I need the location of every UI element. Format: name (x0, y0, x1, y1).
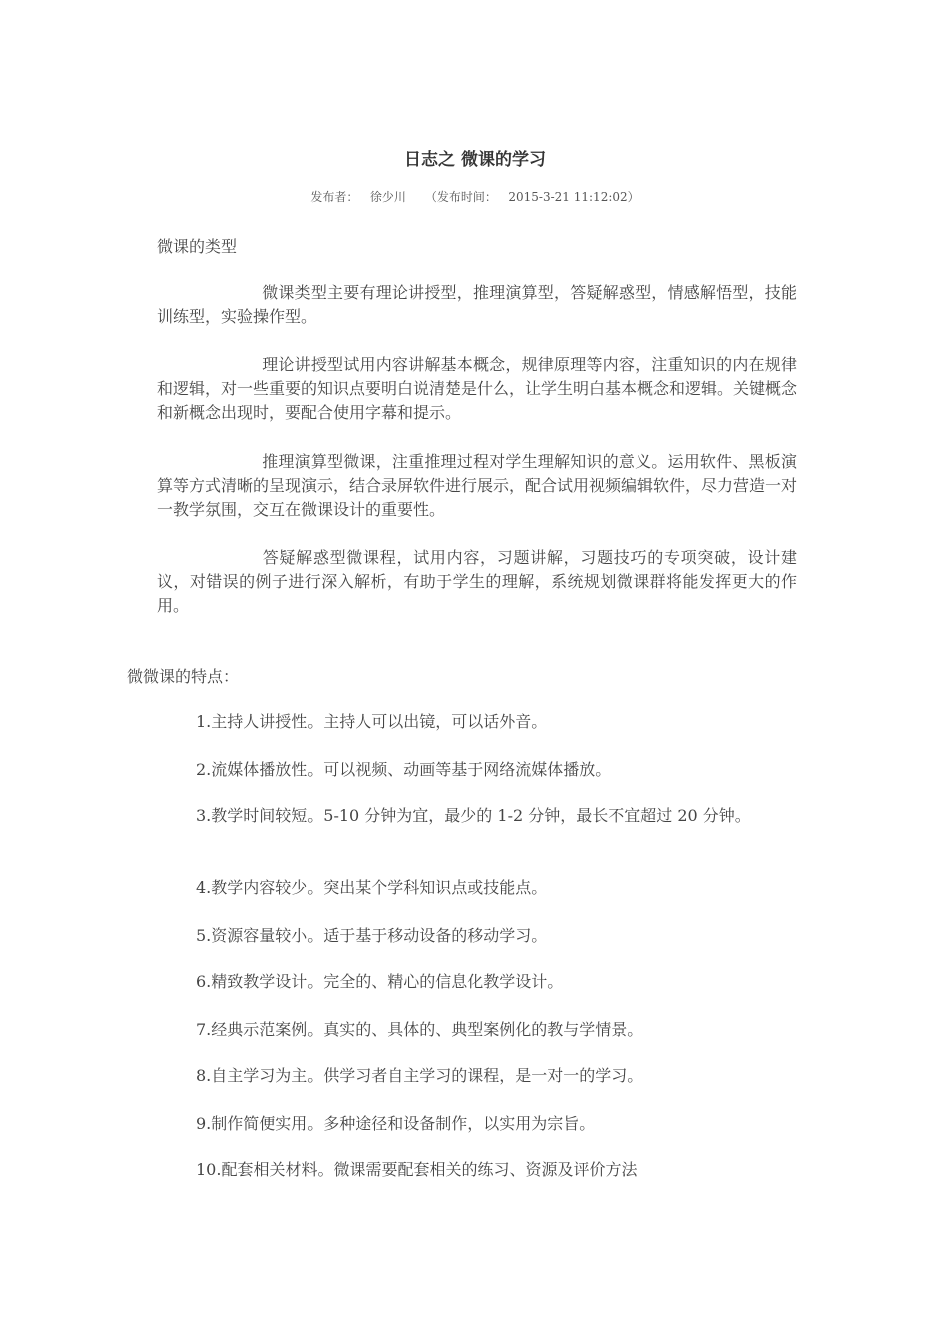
paragraph (157, 546, 797, 618)
list-item-text: 2.流媒体播放性。可以视频、动画等基于网络流媒体播放。 (196, 760, 612, 779)
paragraph-text: 理论讲授型试用内容讲解基本概念，规律原理等内容，注重知识的内在规律和逻辑，对一些重要的知识点要明白说清楚是什么，让学生明白基本概念和逻辑。关键概念和新概念出现时，要配合使用字幕和提示。 (157, 355, 798, 422)
list-item (157, 804, 797, 828)
list-item-text: 8.自主学习为主。供学习者自主学习的课程，是一对一的学习。 (196, 1066, 644, 1085)
paragraph (157, 353, 797, 425)
publisher-name: 徐少川 (369, 190, 406, 204)
paragraph-text: 微课类型主要有理论讲授型，推理演算型，答疑解惑型，情感解悟型，技能训练型，实验操作型。 (157, 283, 797, 326)
list-item (157, 1064, 797, 1088)
list-item-text: 5.资源容量较小。适于基于移动设备的移动学习。 (196, 926, 548, 945)
paragraph-text: 答疑解惑型微课程，试用内容，习题讲解，习题技巧的专项突破，设计建议，对错误的例子进行深入解析，有助于学生的理解，系统规划微课群将能发挥更大的作用。 (157, 548, 797, 615)
post-meta (0, 188, 950, 205)
list-item (157, 758, 797, 782)
section-heading-features: 微微课的特点： (127, 667, 240, 686)
list-item (157, 924, 797, 948)
list-item (157, 1158, 797, 1182)
list-item-text: 6.精致教学设计。完全的、精心的信息化教学设计。 (196, 972, 564, 991)
list-item (157, 970, 797, 994)
list-item-text: 1.主持人讲授性。主持人可以出镜，可以话外音。 (196, 712, 548, 731)
paragraph-text: 推理演算型微课，注重推理过程对学生理解知识的意义。运用软件、黑板演算等方式清晰的呈现演示，结合录屏软件进行展示，配合试用视频编辑软件，尽力营造一对一教学氛围，交互在微课设计的重要性。 (157, 452, 798, 519)
publish-time: 2015-3-21 11:12:02） (508, 190, 640, 204)
list-item (157, 876, 797, 900)
page-title: 日志之 微课的学习 (404, 150, 546, 170)
list-item-text: 7.经典示范案例。真实的、具体的、典型案例化的教与学情景。 (196, 1020, 644, 1039)
paragraph (157, 450, 797, 522)
list-item (157, 1018, 797, 1042)
list-item-text: 3.教学时间较短。5-10 分钟为宜，最少的 1-2 分钟，最长不宜超过 20 分钟。 (196, 806, 751, 825)
time-label: （发布时间： (424, 190, 497, 204)
list-item (157, 1112, 797, 1136)
list-item-text: 4.教学内容较少。突出某个学科知识点或技能点。 (196, 878, 548, 897)
list-item-text: 10.配套相关材料。微课需要配套相关的练习、资源及评价方法 (196, 1160, 638, 1179)
publisher-label: 发布者： (310, 190, 359, 204)
paragraph (157, 281, 797, 329)
section-heading-types: 微课的类型 (157, 237, 238, 256)
list-item-text: 9.制作简便实用。多种途径和设备制作，以实用为宗旨。 (196, 1114, 596, 1133)
list-item (157, 710, 797, 734)
